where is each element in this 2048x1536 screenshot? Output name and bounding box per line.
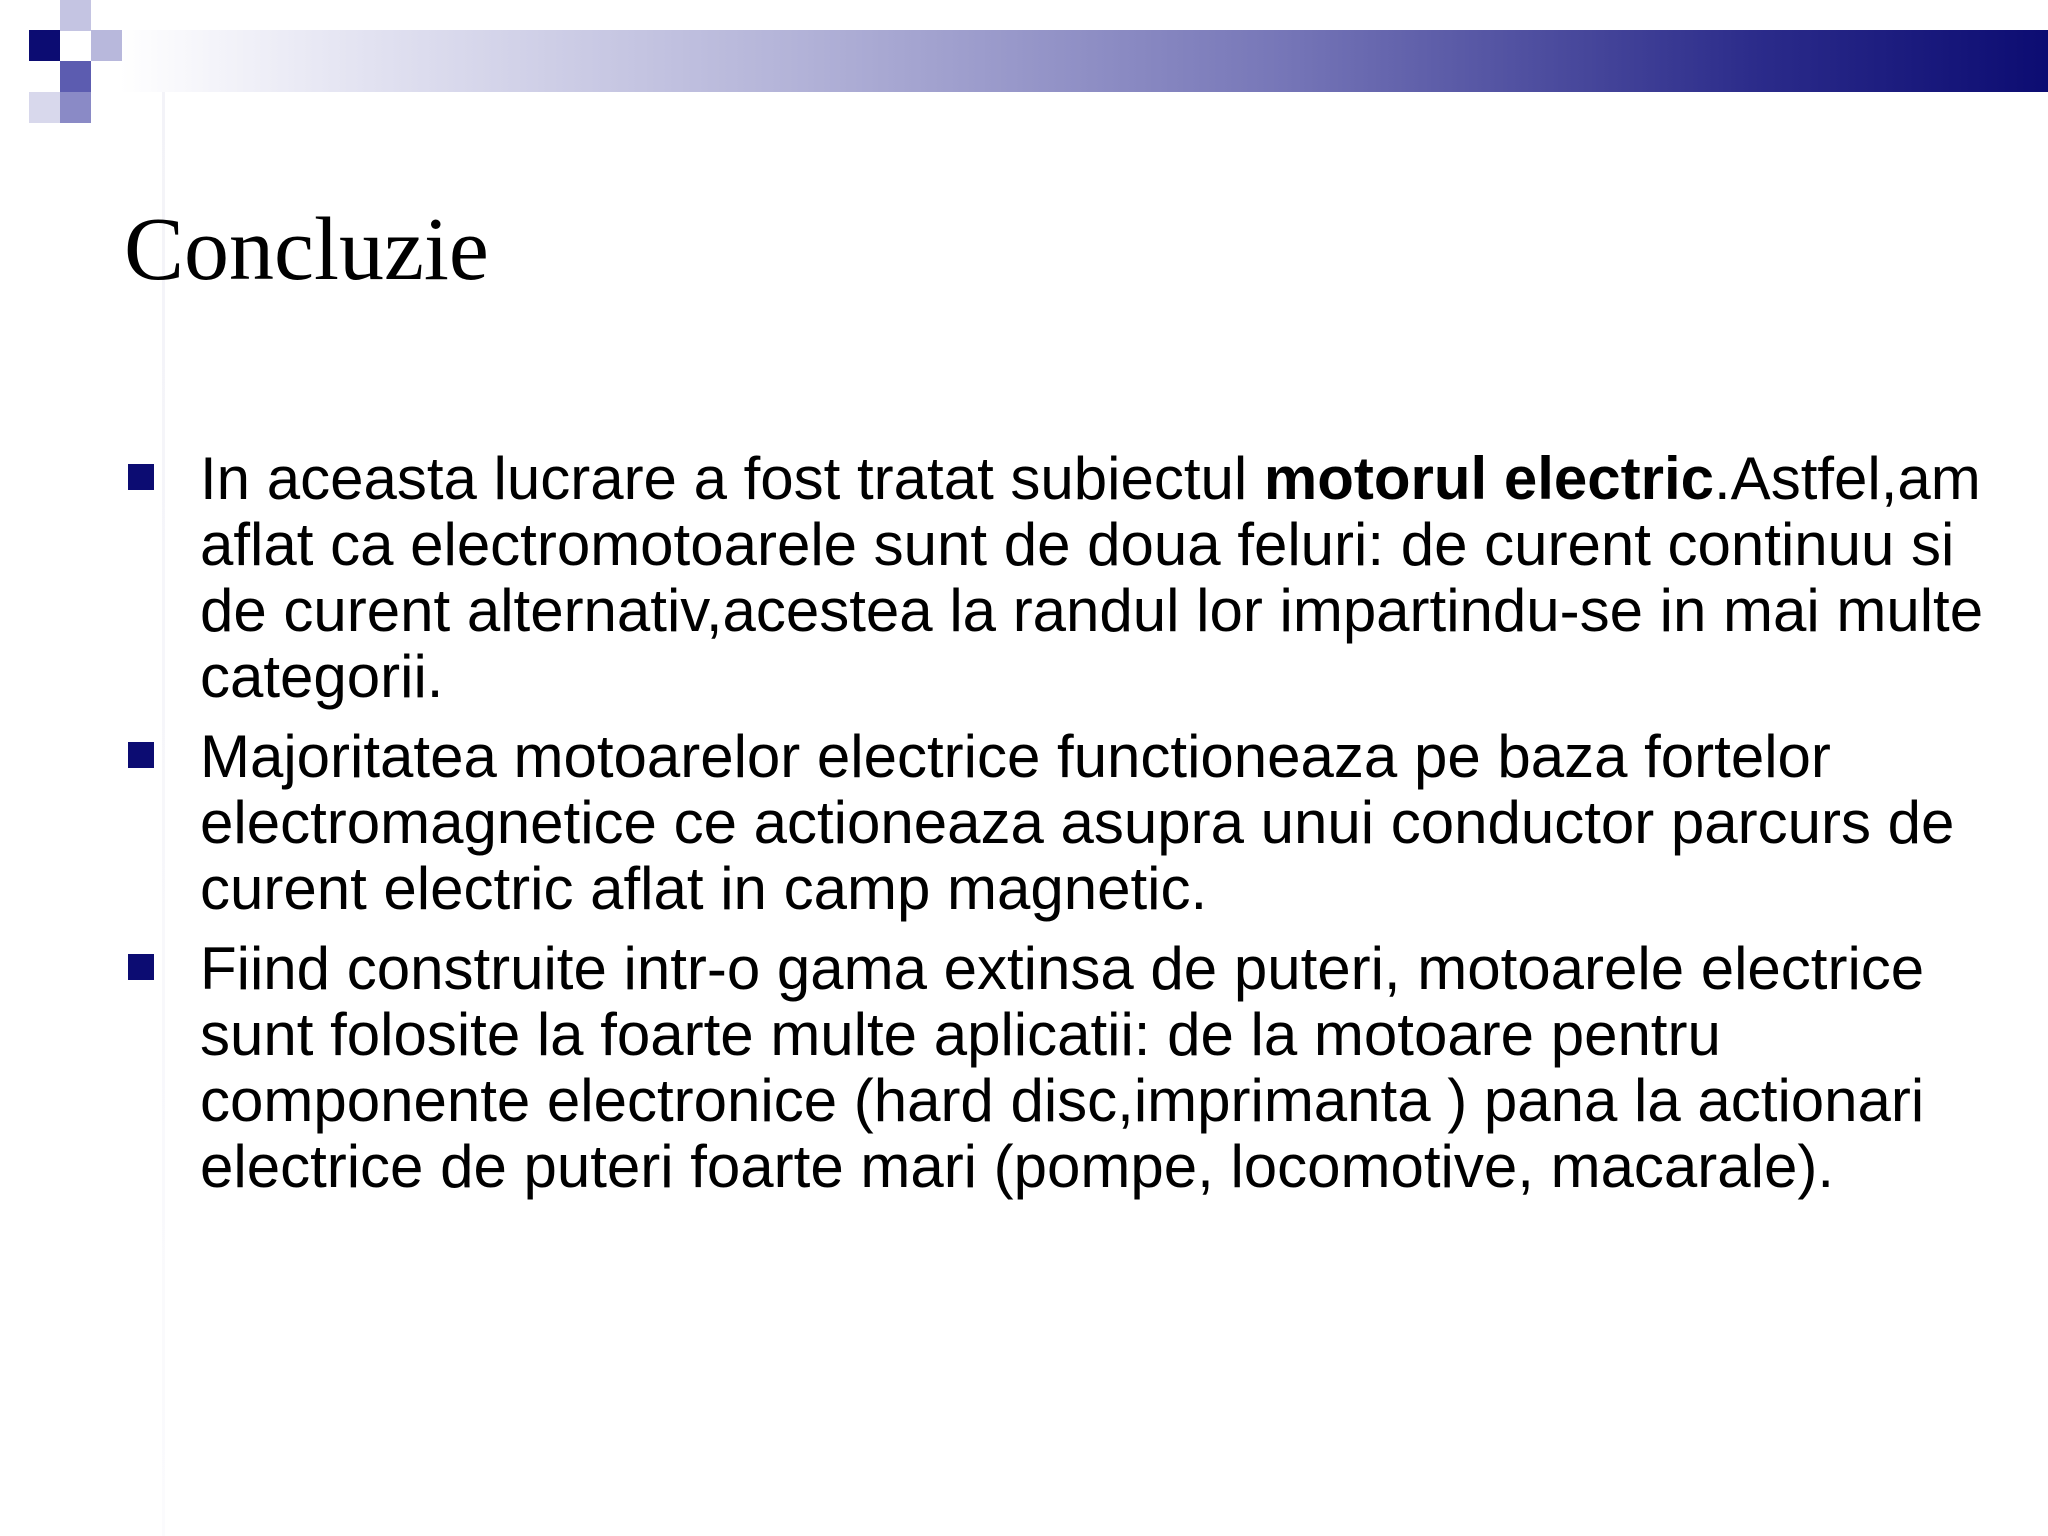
square-bullet-icon (128, 954, 154, 980)
corner-square-faint (29, 92, 60, 123)
bullet-item-1 (126, 446, 2016, 710)
bullet-item-3 (126, 936, 2016, 1200)
square-bullet-icon (128, 742, 154, 768)
square-bullet-icon (128, 464, 154, 490)
header-gradient-band (120, 30, 2048, 92)
corner-square-dark (29, 30, 60, 61)
bullet-text (200, 446, 2016, 710)
corner-square-light-right (91, 30, 122, 61)
corner-square-mid (60, 61, 91, 92)
bullet-text-before: In aceasta lucrare a fost tratat subiectul (200, 445, 1264, 512)
bullet-list (126, 446, 2016, 1214)
bullet-text-after: .Astfel,am aflat ca electromotoarele sunt de doua feluri: de curent continuu si de curent alternativ,acestea la randul lor impartindu-se in mai multe categorii. (200, 445, 1984, 710)
bullet-text: Fiind construite intr-o gama extinsa de puteri, motoarele electrice sunt folosite la foarte multe aplicatii: de la motoare pentru componente electronice (hard disc,imprimanta ) pana la actionari electrice de puteri foarte mari (pompe, locomotive, macarale). (200, 935, 1925, 1200)
slide-title: Concluzie (124, 200, 489, 299)
bullet-text: Majoritatea motoarelor electrice functioneaza pe baza fortelor electromagnetice ce actioneaza asupra unui conductor parcurs de curent electric aflat in camp magnetic. (200, 723, 1955, 922)
corner-square-light-top (60, 0, 91, 31)
bullet-bold-term: motorul electric (1263, 445, 1715, 512)
corner-square-mid-low (60, 92, 91, 123)
bullet-item-2 (126, 724, 2016, 922)
